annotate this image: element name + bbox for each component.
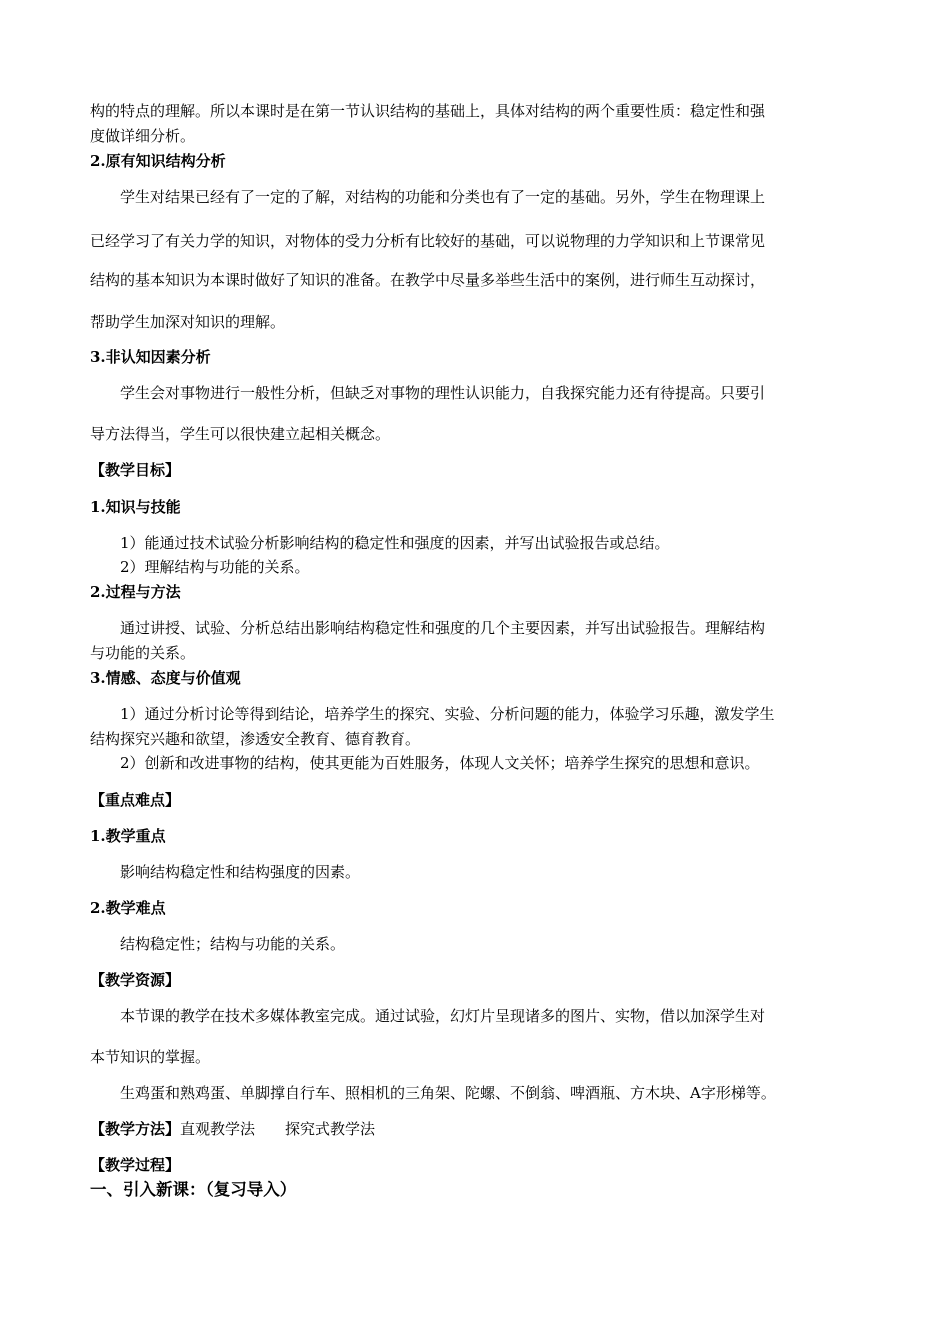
section-heading: 3.非认知因素分析 — [90, 348, 211, 366]
section-heading: 1.知识与技能 — [90, 498, 181, 516]
list-item: 1）通过分析讨论等得到结论，培养学生的探究、实验、分析问题的能力，体验学习乐趣，激发学生 — [120, 705, 775, 723]
methods-line — [90, 1119, 375, 1139]
section-title: 【教学资源】 — [90, 971, 181, 989]
paragraph-line: 本节课的教学在技术多媒体教室完成。通过试验，幻灯片呈现诸多的图片、实物，借以加深学生对 — [120, 1007, 766, 1025]
paragraph-line: 结构探究兴趣和欲望，渗透安全教育、德育教育。 — [90, 730, 421, 748]
paragraph-line: 结构的基本知识为本课时做好了知识的准备。在教学中尽量多举些生活中的案例，进行师生互动探讨， — [90, 271, 766, 289]
section-title: 【重点难点】 — [90, 791, 181, 809]
section-heading: 1.教学重点 — [90, 827, 166, 845]
paragraph-line: 构的特点的理解。所以本课时是在第一节认识结构的基础上，具体对结构的两个重要性质：稳定性和强 — [90, 102, 766, 120]
part-heading: 一、引入新课：（复习导入） — [90, 1180, 297, 1199]
paragraph-line: 导方法得当，学生可以很快建立起相关概念。 — [90, 425, 391, 443]
paragraph-line: 结构稳定性；结构与功能的关系。 — [120, 935, 346, 953]
section-title: 【教学过程】 — [90, 1156, 181, 1174]
section-title: 【教学方法】 — [90, 1120, 181, 1138]
section-heading: 3.情感、态度与价值观 — [90, 669, 241, 687]
section-heading: 2.原有知识结构分析 — [90, 152, 226, 170]
list-item: 2）创新和改进事物的结构，使其更能为百姓服务，体现人文关怀；培养学生探究的思想和意识。 — [120, 754, 760, 772]
section-title: 【教学目标】 — [90, 461, 181, 479]
paragraph-line: 生鸡蛋和熟鸡蛋、单脚撑自行车、照相机的三角架、陀螺、不倒翁、啤酒瓶、方木块、A字形梯等。 — [120, 1084, 776, 1102]
section-heading: 2.教学难点 — [90, 899, 166, 917]
paragraph-line: 本节知识的掌握。 — [90, 1048, 211, 1066]
paragraph-line: 度做详细分析。 — [90, 127, 196, 145]
list-item: 2）理解结构与功能的关系。 — [120, 558, 310, 576]
list-item: 1）能通过技术试验分析影响结构的稳定性和强度的因素，并写出试验报告或总结。 — [120, 534, 670, 552]
paragraph-line: 帮助学生加深对知识的理解。 — [90, 313, 286, 331]
paragraph-line: 与功能的关系。 — [90, 644, 196, 662]
paragraph-line: 学生对结果已经有了一定的了解，对结构的功能和分类也有了一定的基础。另外，学生在物理课上 — [120, 188, 766, 206]
paragraph-line: 学生会对事物进行一般性分析，但缺乏对事物的理性认识能力，自我探究能力还有待提高。只要引 — [120, 384, 766, 402]
paragraph-line: 影响结构稳定性和结构强度的因素。 — [120, 863, 361, 881]
methods-text: 直观教学法 探究式教学法 — [180, 1120, 376, 1138]
paragraph-line: 通过讲授、试验、分析总结出影响结构稳定性和强度的几个主要因素，并写出试验报告。理解结构 — [120, 619, 766, 637]
paragraph-line: 已经学习了有关力学的知识，对物体的受力分析有比较好的基础，可以说物理的力学知识和上节课常见 — [90, 232, 766, 250]
section-heading: 2.过程与方法 — [90, 583, 181, 601]
